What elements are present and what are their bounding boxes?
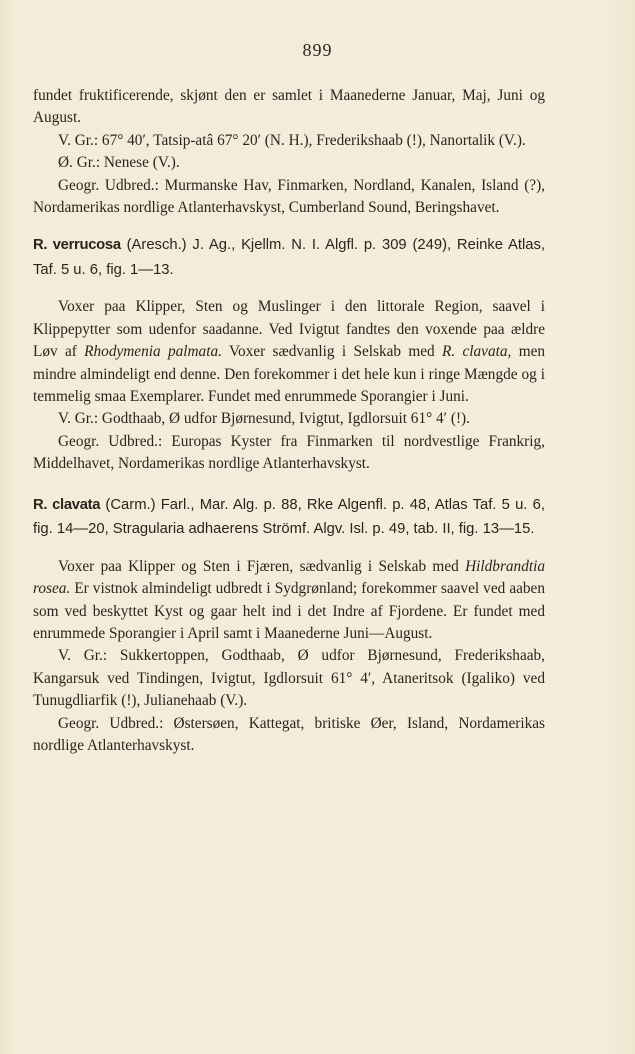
text-run: Voxer sædvanlig i Selskab med xyxy=(228,343,435,361)
paragraph: V. Gr.: 67° 40′, Tatsip-atâ 67° 20′ (N. H.), Frederikshaab (!), Nanortalik (V.). xyxy=(58,131,526,149)
page-number: 899 xyxy=(302,40,333,60)
paragraph: V. Gr.: Godthaab, Ø udfor Bjørnesund, Ivigtut, Igdlorsuit 61° 4′ (!). xyxy=(58,410,470,428)
taxon-italic: Rhodymenia palmata. xyxy=(84,343,222,361)
text-run: Voxer paa Klipper og Sten i Fjæren, sædvanlig i Selskab med xyxy=(58,557,459,575)
species-name: R. verrucosa xyxy=(33,237,121,254)
paragraph: Geogr. Udbred.: Europas Kyster fra Finmarken til nordvestlige Frankrig, Middelhavet, Nordamerikas nordlige Atlanterhavskyst. xyxy=(33,432,545,473)
paragraph xyxy=(33,296,545,408)
species-citation: (Aresch.) J. Ag., Kjellm. N. I. Algfl. p. 309 (249), Reinke Atlas, Taf. 5 u. 6, fig. 1—13. xyxy=(33,237,545,278)
text-run: Er vistnok almindeligt udbredt i Sydgrønland; forekommer saavel ved aaben som ved beskyttet Kyst og gaar helt ind i det Indre af Fjordene. Er fundet med enrummede Sporangier i April samt i Maanederne Juni—August. xyxy=(33,580,545,642)
taxon-italic: Hildbrandtia rosea. xyxy=(33,557,545,598)
taxon-italic: R. clavata, xyxy=(442,343,512,361)
text-run: Voxer paa Klipper, Sten og Muslinger i den littorale Region, saavel i Klippepytter som udenfor saadanne. Ved Ivigtut fandtes den voxende paa ældre Løv af xyxy=(33,298,545,361)
paragraph: Geogr. Udbred.: Østersøen, Kattegat, britiske Øer, Island, Nordamerikas nordlige Atlanterhavskyst. xyxy=(33,714,545,754)
paragraph: Geogr. Udbred.: Murmanske Hav, Finmarken, Nordland, Kanalen, Island (?), Nordamerikas nordlige Atlanterhavskyst, Cumberland Sound, Beringshavet. xyxy=(33,176,545,217)
species-heading-clavata xyxy=(33,493,545,542)
paragraph: Ø. Gr.: Nenese (V.). xyxy=(58,154,180,172)
paragraph xyxy=(33,556,545,646)
text-run: men mindre almindeligt end denne. Den forekommer i det hele kun i ringe Mængde og i temmelig smaa Exemplarer. Fundet med enrummede Sporangier i Juni. xyxy=(33,343,546,406)
paragraph: fundet fruktificerende, skjønt den er samlet i Maanederne Januar, Maj, Juni og August. xyxy=(33,87,545,127)
species-citation: (Carm.) Farl., Mar. Alg. p. 88, Rke Algenfl. p. 48, Atlas Taf. 5 u. 6, fig. 14—20, Stragularia adhaerens Strömf. Algv. Isl. p. 49, tab. II, fig. 13—15. xyxy=(33,496,545,538)
species-heading-verrucosa xyxy=(33,233,545,282)
paragraph: V. Gr.: Sukkertoppen, Godthaab, Ø udfor Bjørnesund, Frederikshaab, Kangarsuk ved Tindingen, Ivigtut, Igdlorsuit 61° 4′, Ataneritsok (Igaliko) ved Tunugdliarfik (!), Julianehaab (V.). xyxy=(33,647,545,710)
page-body xyxy=(33,85,545,757)
species-name: R. clavata xyxy=(33,496,101,513)
